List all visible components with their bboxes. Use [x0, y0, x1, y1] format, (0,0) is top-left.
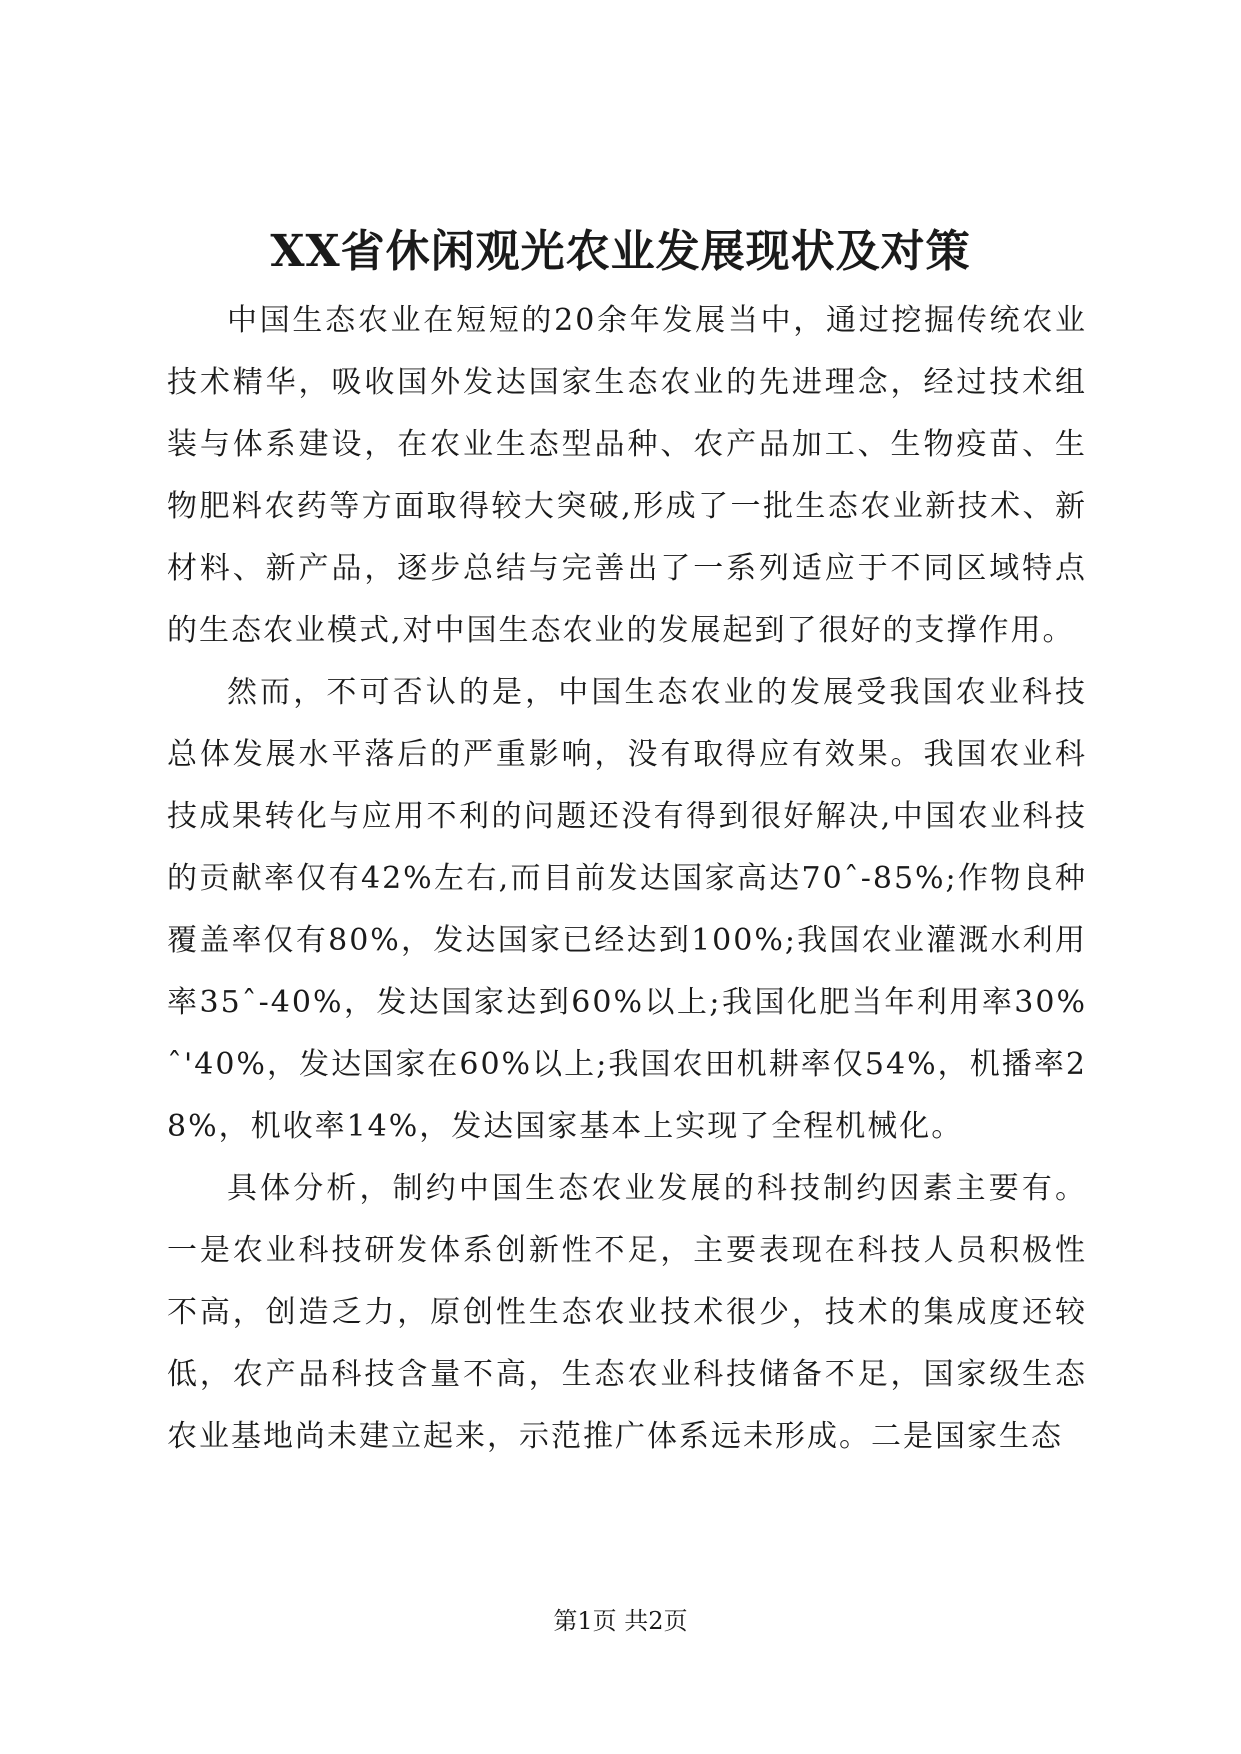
document-title: XX省休闲观光农业发展现状及对策 [270, 226, 971, 277]
document-body [167, 290, 1087, 1468]
paragraph-3: 具体分析，制约中国生态农业发展的科技制约因素主要有。一是农业科技研发体系创新性不足，主要表现在科技人员积极性不高，创造乏力，原创性生态农业技术很少，技术的集成度还较低，农产品科技含量不高，生态农业科技储备不足，国家级生态农业基地尚未建立起来，示范推广体系远未形成。二是国家生态 [167, 1171, 1087, 1454]
page-number-label: 第1页 共2页 [553, 1607, 688, 1635]
paragraph-2: 然而，不可否认的是，中国生态农业的发展受我国农业科技总体发展水平落后的严重影响，没有取得应有效果。我国农业科技成果转化与应用不利的问题还没有得到很好解决,中国农业科技的贡献率仅有42%左右,而目前发达国家高达70ˆ-85%;作物良种覆盖率仅有80%，发达国家已经达到100%;我国农业灌溉水利用率35ˆ-40%，发达国家达到60%以上;我国化肥当年利用率30%ˆ'40%，发达国家在60%以上;我国农田机耕率仅54%，机播率28%，机收率14%，发达国家基本上实现了全程机械化。 [167, 675, 1087, 1144]
page-footer [0, 1606, 1241, 1636]
paragraph-1: 中国生态农业在短短的20余年发展当中，通过挖掘传统农业技术精华，吸收国外发达国家生态农业的先进理念，经过技术组装与体系建设，在农业生态型品种、农产品加工、生物疫苗、生物肥料农药等方面取得较大突破,形成了一批生态农业新技术、新材料、新产品，逐步总结与完善出了一系列适应于不同区域特点的生态农业模式,对中国生态农业的发展起到了很好的支撑作用。 [167, 303, 1087, 648]
